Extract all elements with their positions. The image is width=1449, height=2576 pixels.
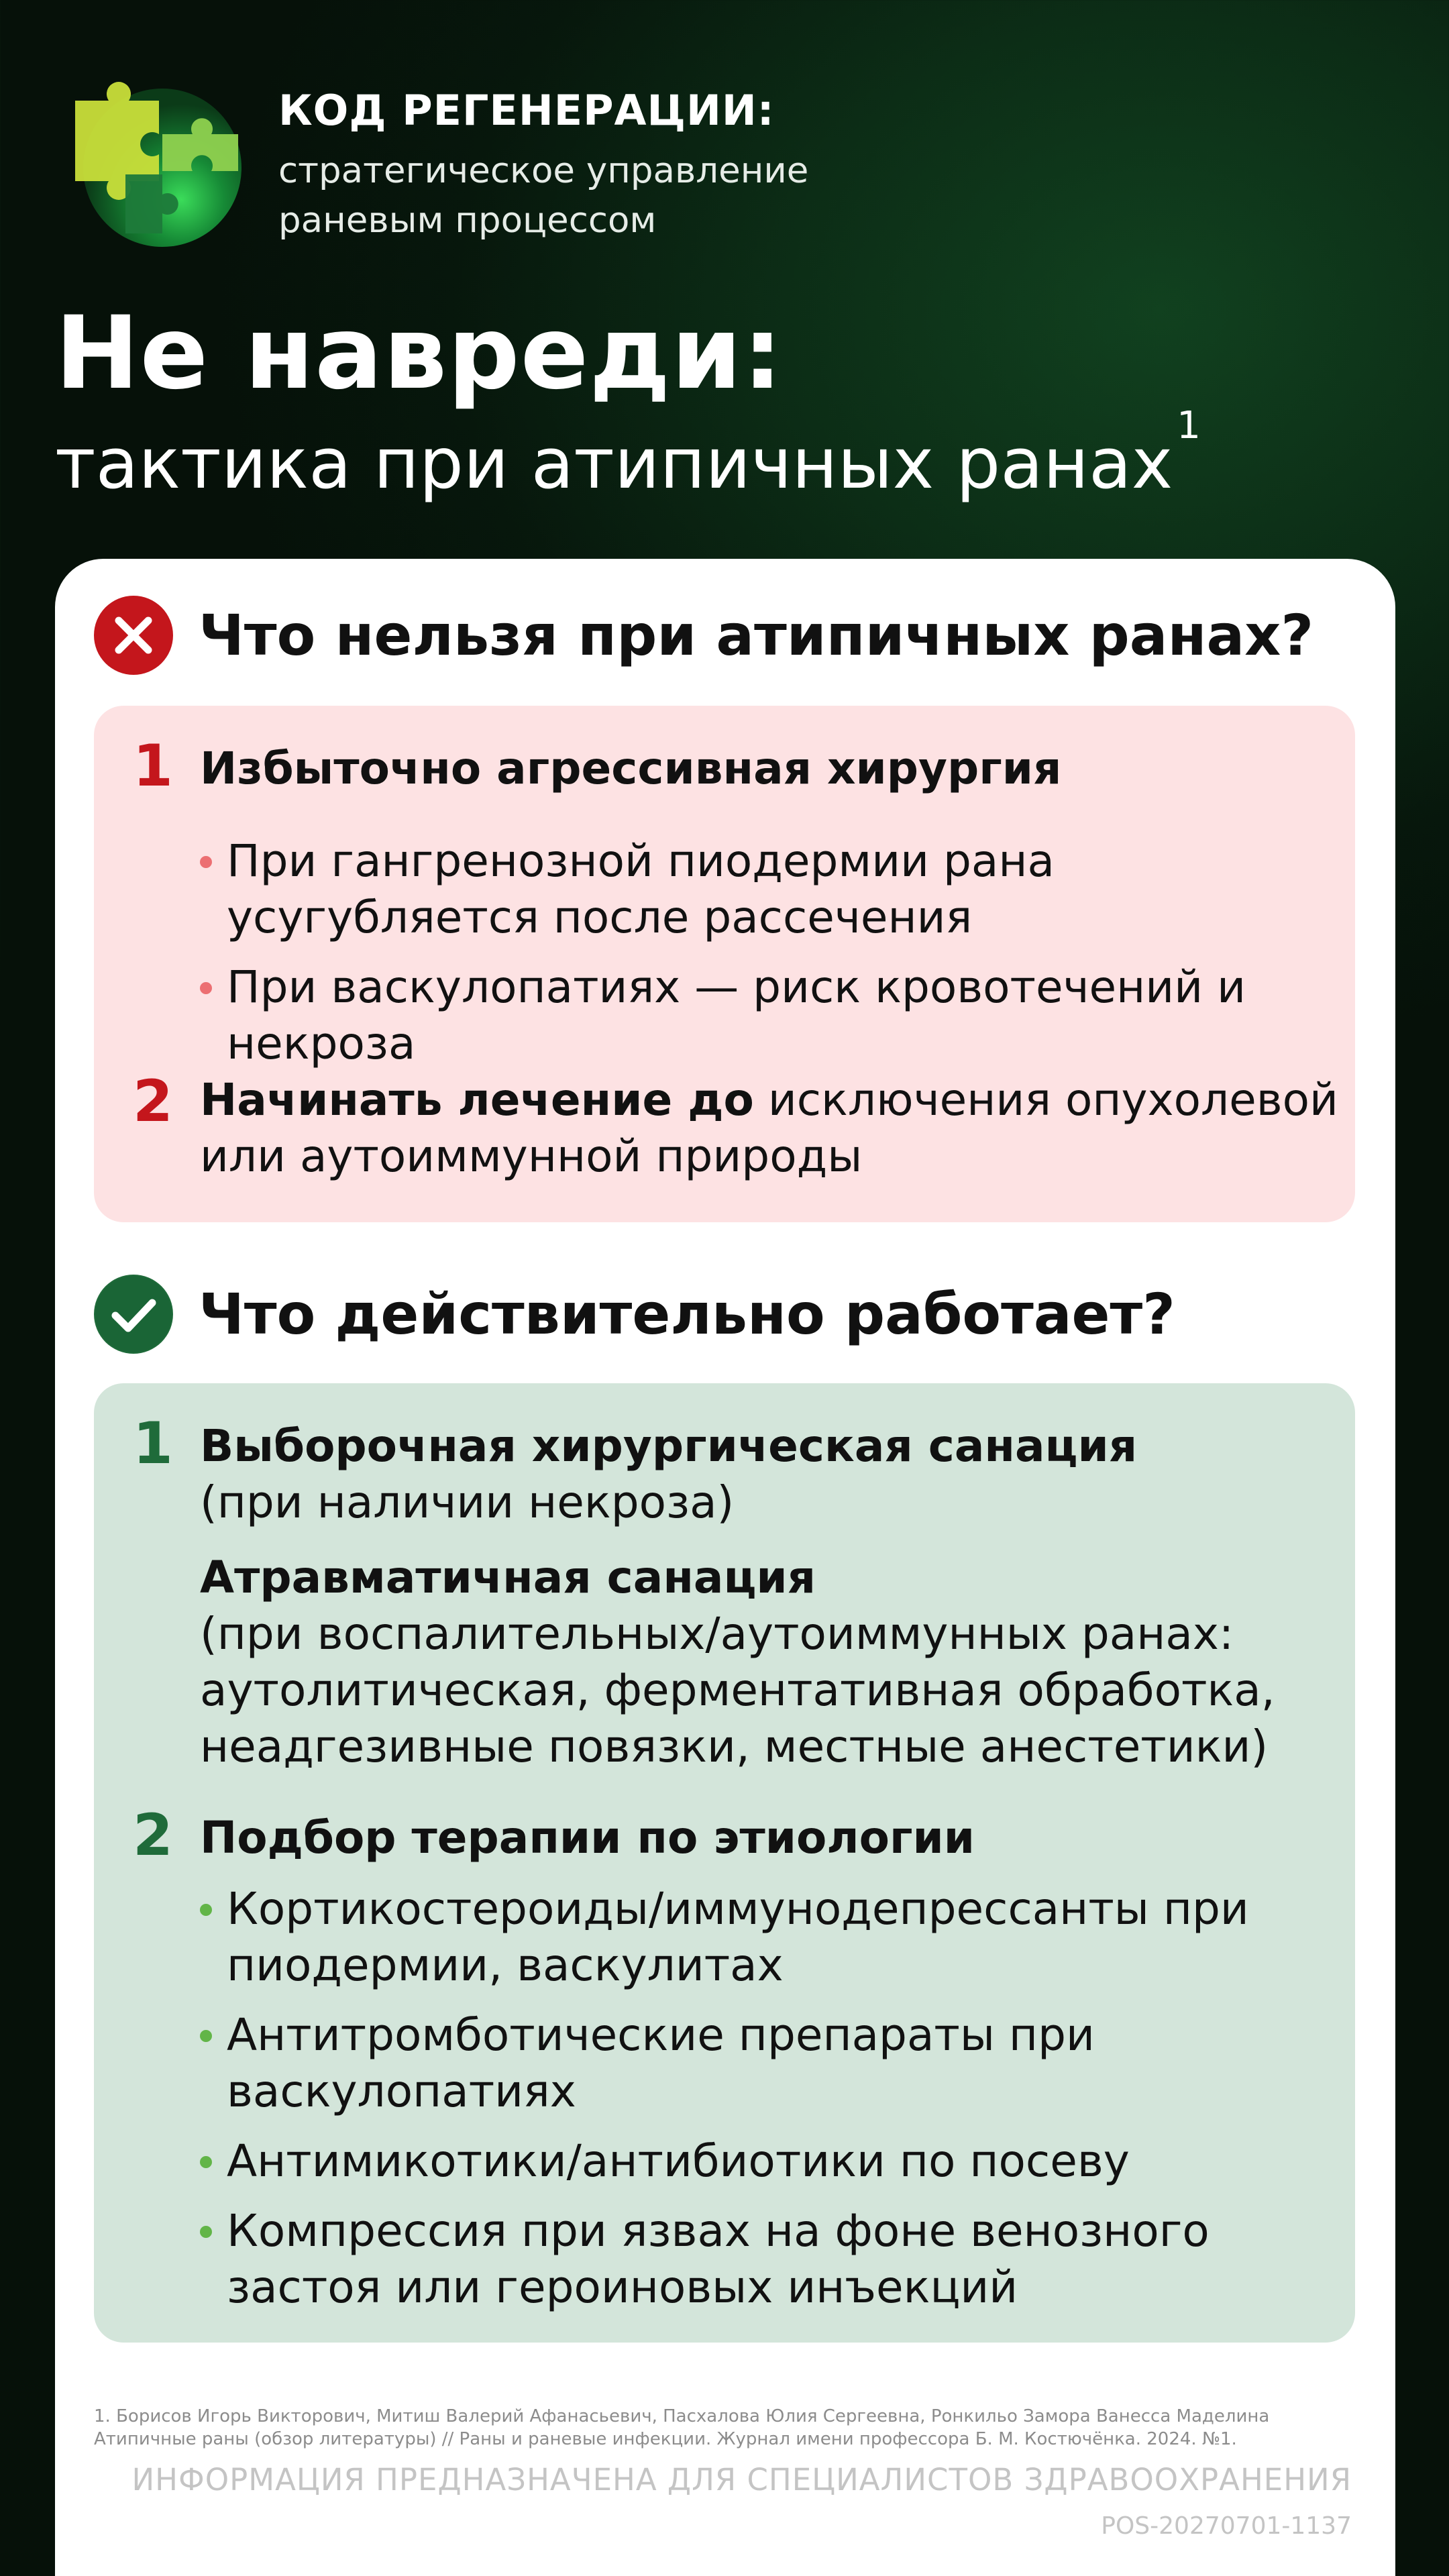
list-item: При васкулопатиях — риск кровотечений и некроза bbox=[200, 959, 1340, 1072]
brand-subtitle-line2: раневым процессом bbox=[278, 200, 657, 241]
list-item: Антитромботические препараты при васкулопатиях bbox=[200, 2007, 1340, 2120]
dont-item-2-number: 2 bbox=[133, 1068, 173, 1135]
do-item-1-block-b bbox=[200, 1550, 1340, 1775]
brand-subtitle bbox=[278, 146, 949, 246]
do-item-1-note-b: (при воспалительных/аутоиммунных ранах: аутолитическая, ферментативная обработка, неадгезивные повязки, местные анестетики) bbox=[200, 1608, 1275, 1772]
dont-item-1-number: 1 bbox=[133, 733, 173, 800]
subheadline-text: тактика при атипичных ранах bbox=[55, 423, 1173, 504]
section-dont-title: Что нельзя при атипичных ранах? bbox=[199, 602, 1314, 668]
brand-title: КОД РЕГЕНЕРАЦИИ: bbox=[278, 86, 775, 135]
footnote: 1. Борисов Игорь Викторович, Митиш Валерий Афанасьевич, Пасхалова Юлия Сергеевна, Ронкильо Замора Ванесса Маделина Атипичные раны (обзор литературы) // Раны и раневые инфекции. Журнал имени профессора Б. М. Костючёнка. 2024. №1. bbox=[94, 2406, 1270, 2449]
check-icon bbox=[94, 1275, 173, 1354]
x-icon bbox=[94, 596, 173, 675]
dont-item-2-text bbox=[200, 1072, 1340, 1185]
list-item: Кортикостероиды/иммунодепрессанты при пиодермии, васкулитах bbox=[200, 1881, 1340, 1994]
footnote-ref: 1 bbox=[1177, 404, 1201, 448]
dont-item-2-bold: Начинать лечение до bbox=[200, 1074, 754, 1126]
brand-subtitle-line1: стратегическое управление bbox=[278, 150, 809, 191]
section-do-header bbox=[94, 1275, 1175, 1354]
do-item-1-note-a: (при наличии некроза) bbox=[200, 1477, 735, 1528]
list-item: Антимикотики/антибиотики по посеву bbox=[200, 2133, 1340, 2190]
puzzle-logo-icon bbox=[62, 74, 250, 248]
section-do-panel bbox=[94, 1383, 1355, 2343]
do-item-1-block-a bbox=[200, 1418, 1340, 1531]
dont-item-1-title: Избыточно агрессивная хирургия bbox=[200, 743, 1062, 794]
do-item-2-number: 2 bbox=[133, 1802, 173, 1869]
document-code: POS-20270701-1137 bbox=[1101, 2512, 1352, 2540]
do-item-1-title-b: Атравматичная санация bbox=[200, 1552, 816, 1603]
list-item: При гангренозной пиодермии рана усугубляется после рассечения bbox=[200, 833, 1340, 946]
list-item: Компрессия при язвах на фоне венозного застоя или героиновых инъекций bbox=[200, 2203, 1340, 2316]
section-dont-header bbox=[94, 596, 1313, 675]
section-do-title: Что действительно работает? bbox=[199, 1281, 1175, 1347]
section-dont-panel bbox=[94, 706, 1355, 1222]
dont-item-2-rest: исключения опухолевой или аутоиммунной природы bbox=[200, 1074, 1338, 1182]
do-item-2-title: Подбор терапии по этиологии bbox=[200, 1812, 975, 1864]
do-item-1-title-a: Выборочная хирургическая санация bbox=[200, 1420, 1138, 1472]
disclaimer: ИНФОРМАЦИЯ ПРЕДНАЗНАЧЕНА ДЛЯ СПЕЦИАЛИСТОВ ЗДРАВООХРАНЕНИЯ bbox=[131, 2462, 1352, 2498]
page-subheadline bbox=[55, 404, 1201, 504]
page-headline: Не навреди: bbox=[55, 295, 784, 412]
do-item-1-number: 1 bbox=[133, 1410, 173, 1477]
dont-item-1-bullets bbox=[200, 833, 1340, 1085]
do-item-2-bullets bbox=[200, 1881, 1340, 2329]
